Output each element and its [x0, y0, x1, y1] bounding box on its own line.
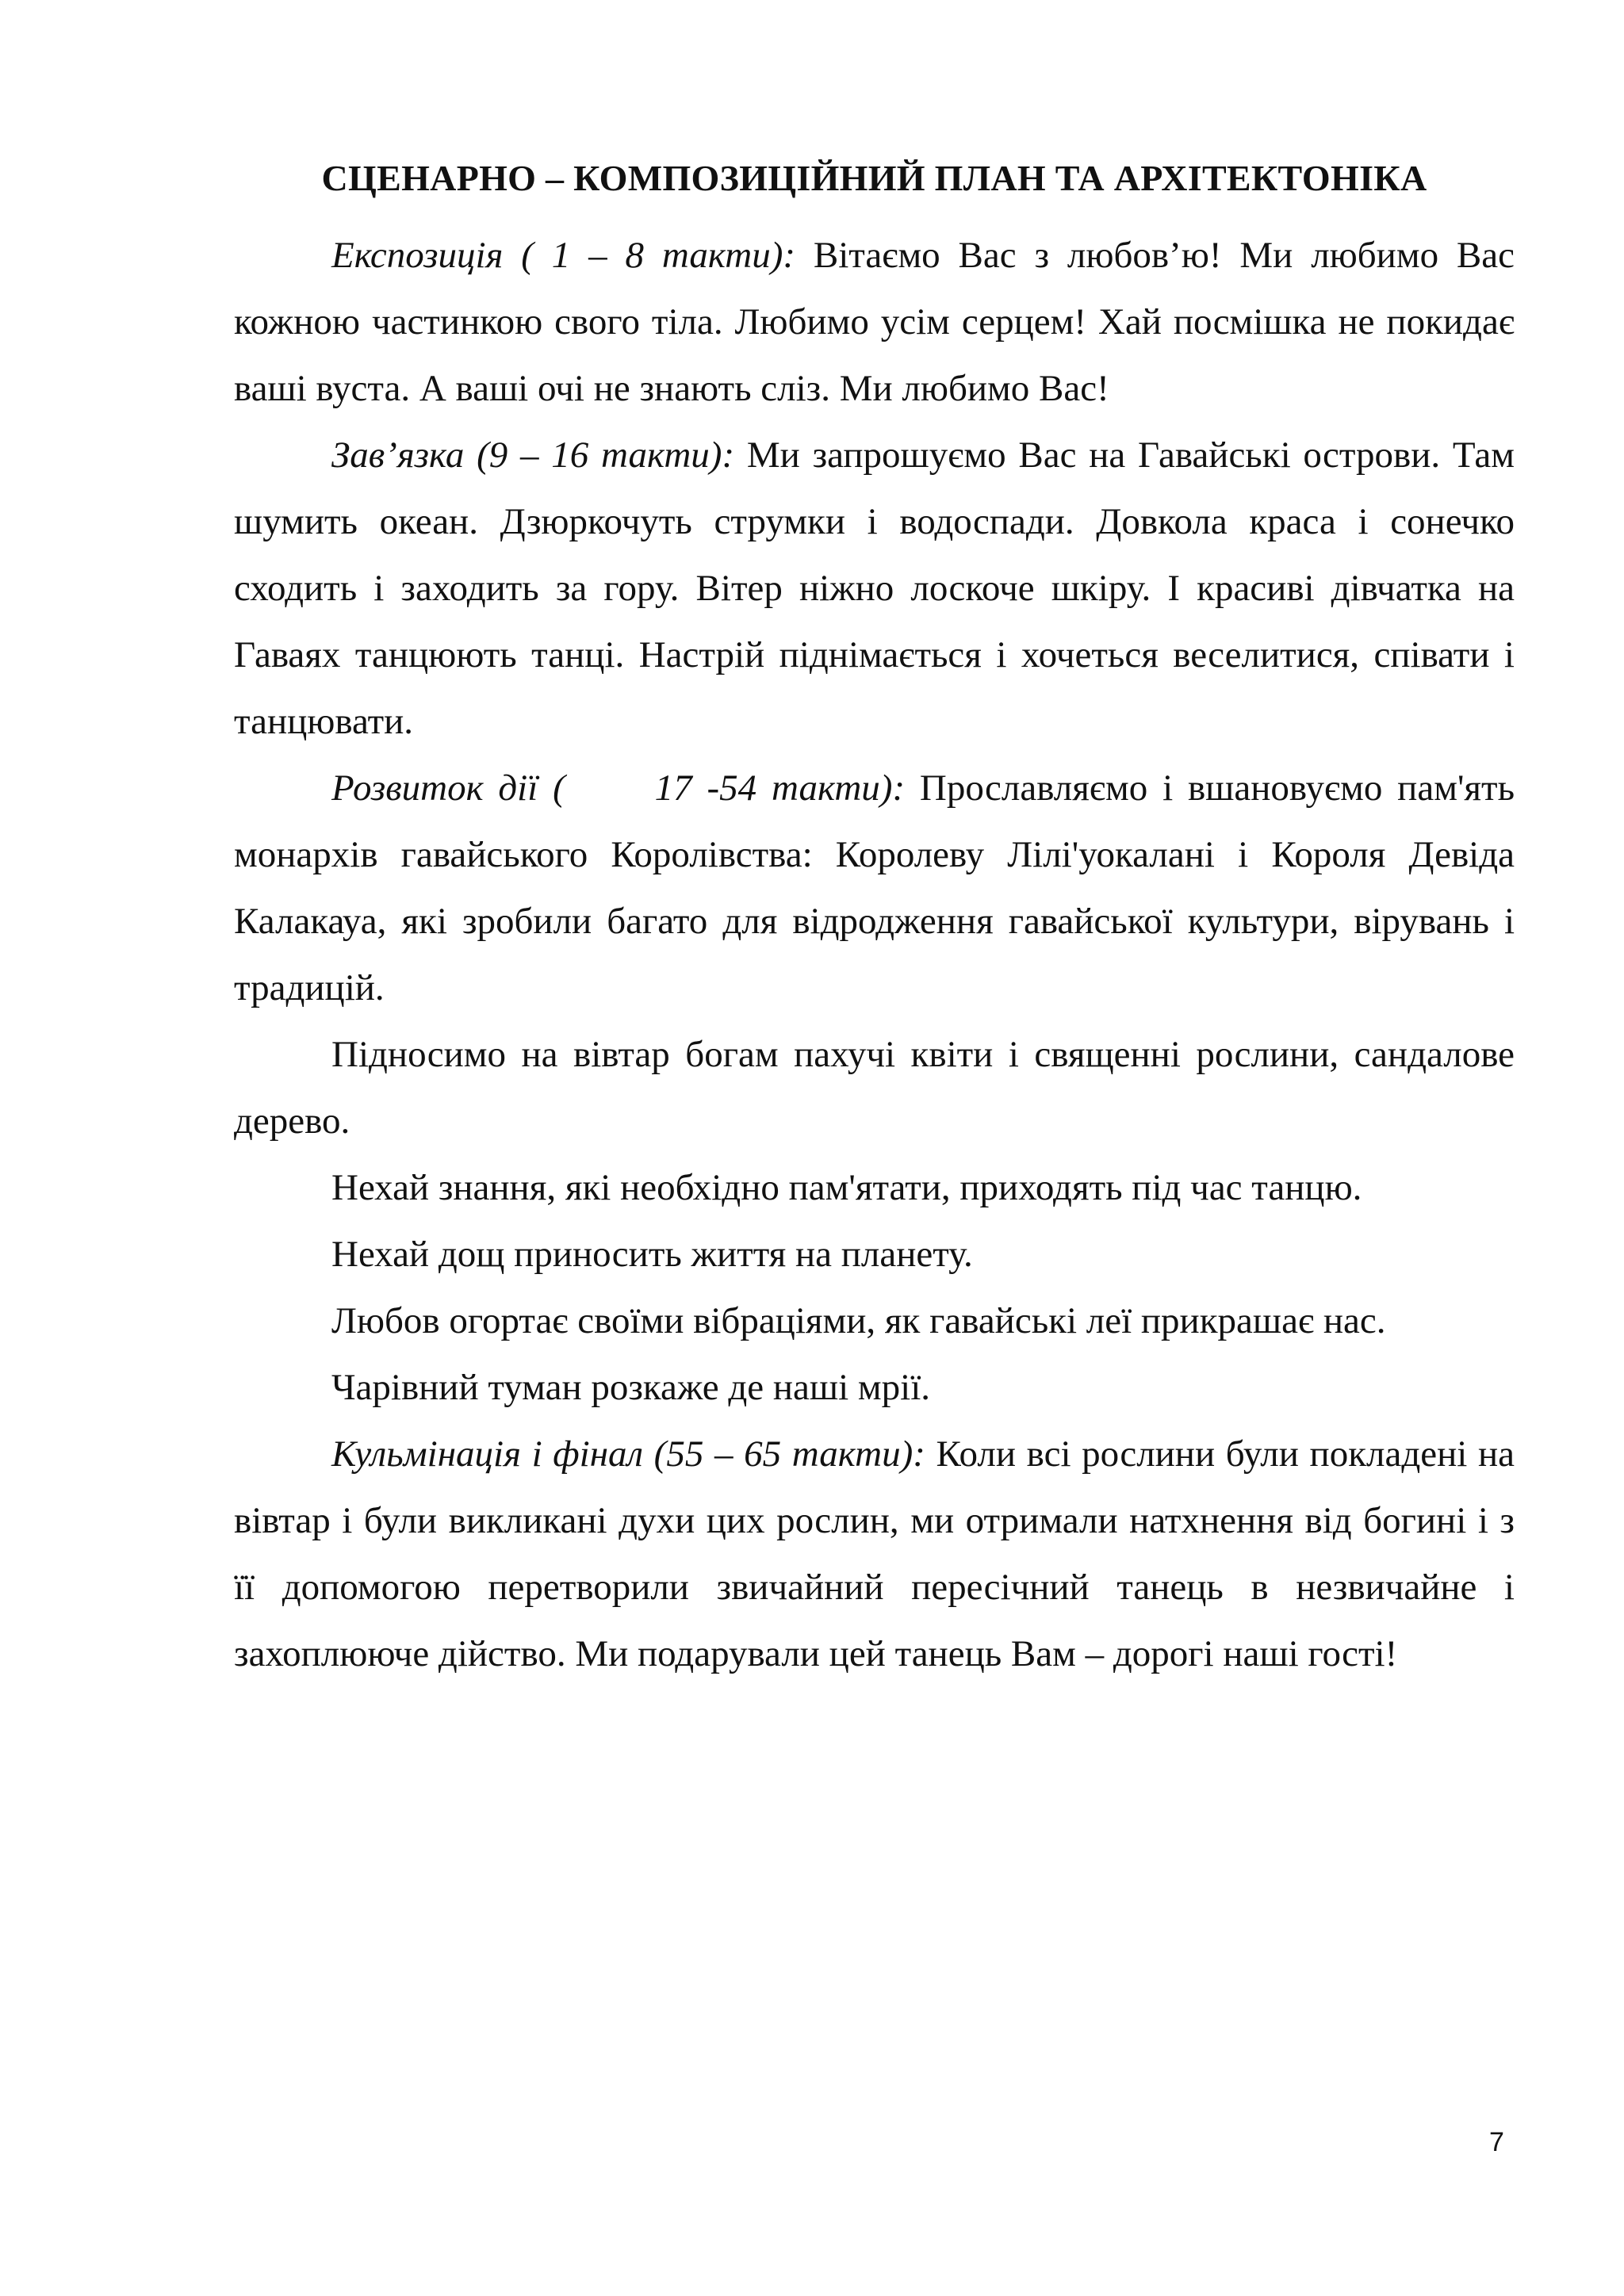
page-title: СЦЕНАРНО – КОМПОЗИЦІЙНИЙ ПЛАН ТА АРХІТЕКТОНІКА	[321, 158, 1427, 198]
paragraph-text: Нехай знання, які необхідно пам'ятати, приходять під час танцю.	[331, 1167, 1362, 1208]
paragraph-text: Підносимо на вівтар богам пахучі квіти і священні рослини, сандалове дерево.	[234, 1034, 1515, 1142]
paragraph-lead-start: Розвиток дії (	[331, 767, 565, 809]
paragraph-love	[234, 1288, 1515, 1354]
paragraph-lead: Експозиція ( 1 – 8 такти):	[331, 235, 796, 276]
paragraph-offering	[234, 1021, 1515, 1154]
paragraph-knowledge	[234, 1154, 1515, 1221]
paragraph-setup	[234, 422, 1515, 755]
paragraph-text: Прославляємо і вшановуємо пам'ять монархів гавайського Королівства: Королеву Лілі'уокалані і Короля Девіда Калакауа, які зробили багато для відродження гавайської культури, вірувань і традицій.	[234, 767, 1515, 1008]
paragraph-lead-end: 17 -54 такти):	[654, 767, 906, 809]
paragraph-climax	[234, 1421, 1515, 1687]
paragraph-lead: Кульмінація і фінал (55 – 65 такти):	[331, 1433, 925, 1475]
paragraph-text: Любов огортає своїми вібраціями, як гавайські леї прикрашає нас.	[331, 1300, 1386, 1341]
paragraph-fog	[234, 1354, 1515, 1421]
paragraph-text: Ми запрошуємо Вас на Гавайські острови. Там шумить океан. Дзюркочуть струмки і водоспади. Довкола краса і сонечко сходить і заходить за гору. Вітер ніжно лоскоче шкіру. І красиві дівчатка на Гаваях танцюють танці. Настрій піднімається і хочеться веселитися, співати і танцювати.	[234, 434, 1515, 742]
paragraph-lead: Зав’язка (9 – 16 такти):	[331, 434, 735, 476]
paragraph-development	[234, 755, 1515, 1021]
paragraph-lead	[331, 767, 905, 809]
paragraph-text: Нехай дощ приносить життя на планету.	[331, 1234, 973, 1275]
paragraph-exposition	[234, 222, 1515, 422]
page-number: 7	[1489, 2127, 1504, 2157]
paragraph-text: Чарівний туман розкаже де наші мрії.	[331, 1367, 931, 1408]
paragraph-rain	[234, 1221, 1515, 1288]
document-body	[234, 222, 1515, 1687]
paragraph-text: Вітаємо Вас з любов’ю! Ми любимо Вас кожною частинкою свого тіла. Любимо усім серцем! Хай посмішка не покидає ваші вуста. А ваші очі не знають сліз. Ми любимо Вас!	[234, 235, 1515, 409]
paragraph-text: Коли всі рослини були покладені на вівтар і були викликані духи цих рослин, ми отримали натхнення від богині і з її допомогою перетворили звичайний пересічний танець в незвичайне і захоплююче дійство. Ми подарували цей танець Вам – дорогі наші гості!	[234, 1433, 1515, 1674]
